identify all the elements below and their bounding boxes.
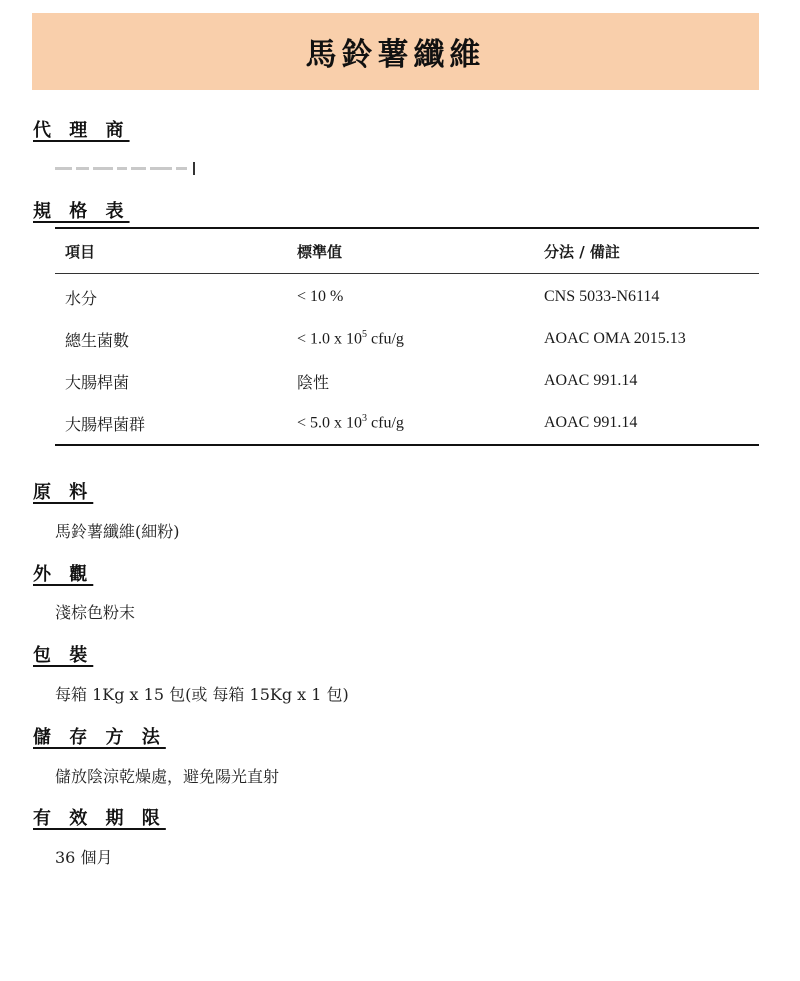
cell-method: CNS 5033-N6114 [544, 288, 660, 305]
cell-standard: 陰性 [297, 374, 330, 392]
standard-base: < 5.0 x 10 [297, 414, 363, 432]
page-title: 馬鈴薯纖維 [305, 37, 486, 73]
agent-heading: 代 理 商 [33, 120, 130, 141]
spec-table [55, 227, 759, 446]
column-header-method: 分法 / 備註 [544, 242, 620, 261]
storage-heading: 儲 存 方 法 [33, 727, 166, 748]
standard-exponent: 5 [362, 329, 368, 341]
cell-method: AOAC 991.14 [544, 372, 638, 389]
column-header-item: 項目 [65, 242, 96, 261]
standard-base: < 1.0 x 10 [297, 330, 363, 348]
cell-method: AOAC OMA 2015.13 [544, 330, 686, 347]
table-row [55, 402, 759, 445]
spec-table-header [55, 228, 759, 274]
standard-unit: cfu/g [367, 414, 404, 432]
ingredient-heading: 原 料 [33, 482, 94, 503]
cell-item: 大腸桿菌群 [65, 416, 146, 434]
cell-standard [287, 402, 534, 445]
table-row [55, 274, 759, 319]
spec-heading: 規 格 表 [33, 201, 130, 222]
title-banner [32, 13, 759, 90]
cell-standard: < 10 % [297, 288, 344, 305]
column-header-standard: 標準值 [297, 242, 343, 261]
packaging-heading: 包 裝 [33, 645, 94, 666]
packaging-text: 每箱 1Kg x 15 包(或 每箱 15Kg x 1 包) [55, 685, 349, 704]
appearance-heading: 外 觀 [33, 564, 94, 585]
standard-exponent: 3 [362, 413, 368, 425]
cell-item: 總生菌數 [65, 332, 130, 350]
shelf-life-heading: 有 效 期 限 [33, 808, 166, 829]
table-row [55, 360, 759, 402]
standard-unit: cfu/g [367, 330, 404, 348]
table-row [55, 318, 759, 360]
shelf-life-text: 36 個月 [55, 848, 113, 867]
appearance-text: 淺棕色粉末 [55, 603, 136, 622]
cell-method: AOAC 991.14 [544, 414, 638, 431]
cell-standard [287, 318, 534, 360]
cell-item: 水分 [65, 290, 98, 308]
redacted-agent-name [55, 160, 195, 176]
cell-item: 大腸桿菌 [65, 374, 130, 392]
ingredient-text: 馬鈴薯纖維(細粉) [55, 522, 180, 541]
storage-text: 儲放陰涼乾燥處，避免陽光直射 [55, 767, 280, 786]
